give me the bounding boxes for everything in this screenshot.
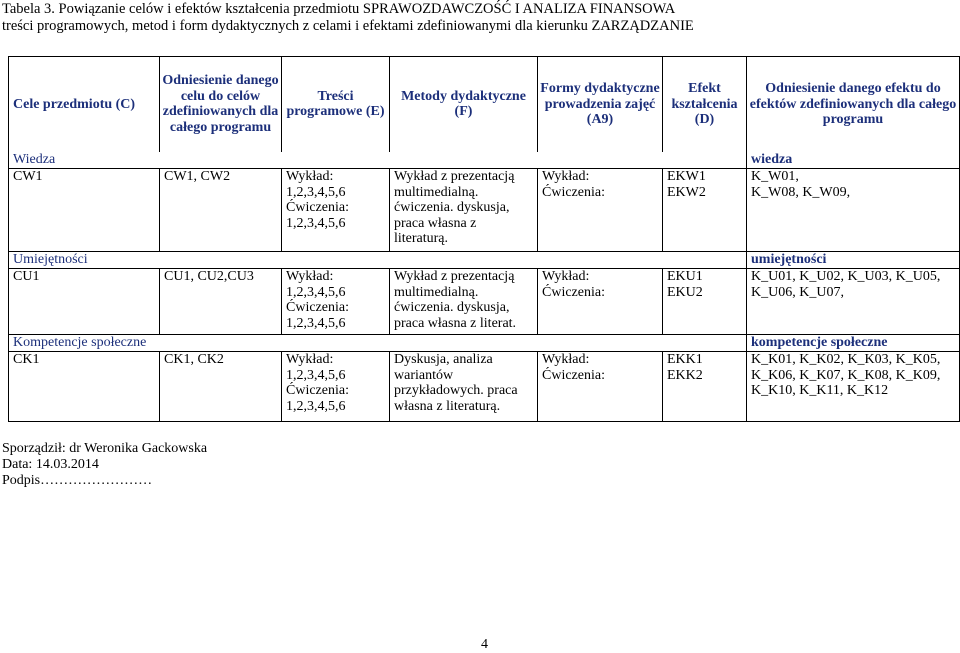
formy-line: Wykład: <box>542 352 590 367</box>
metody-line: ćwiczenia. dyskusja, <box>394 300 510 315</box>
tresci-cell <box>282 352 390 422</box>
formy-cell <box>538 169 663 252</box>
header-tresci-programowe: Treści programowe (E) <box>282 57 390 152</box>
efekt-cell <box>663 269 747 335</box>
odniesienie-efektu-cell <box>747 169 960 252</box>
metody-cell <box>390 169 538 252</box>
metody-line: ćwiczenia. dyskusja, <box>394 200 510 215</box>
metody-line: przykładowych. praca <box>394 383 518 398</box>
tresci-line: Ćwiczenia: <box>286 200 349 215</box>
odniesienie-efektu-line: K_K06, K_K07, K_K08, K_K09, <box>751 367 941 383</box>
tresci-line: 1,2,3,4,5,6 <box>286 284 346 300</box>
metody-line: Wykład z prezentacją <box>394 169 515 184</box>
metody-cell <box>390 269 538 335</box>
section-label-left: Umiejętności <box>9 252 747 269</box>
section-label-right: kompetencje społeczne <box>747 335 960 352</box>
formy-line: Wykład: <box>542 169 590 184</box>
efekt-line: EKU2 <box>667 284 703 300</box>
odniesienie-efektu-line: K_K10, K_K11, K_K12 <box>751 383 889 398</box>
signature: Podpis…………………… <box>2 473 153 488</box>
formy-cell <box>538 352 663 422</box>
document-footer <box>2 441 207 489</box>
efekt-line: EKK2 <box>667 367 703 383</box>
tresci-line: Ćwiczenia: <box>286 300 349 315</box>
metody-line: literaturą. <box>394 231 449 246</box>
page-number: 4 <box>481 637 488 652</box>
cel-cell: CU1 <box>9 269 160 335</box>
odniesienie-efektu-line: K_U06, K_U07, <box>751 284 844 300</box>
metody-line: praca własna z literat. <box>394 315 517 331</box>
section-label-left: Wiedza <box>9 152 747 169</box>
section-row-umiejetnosci <box>9 252 960 269</box>
formy-line: Ćwiczenia: <box>542 284 605 300</box>
odniesienie-cell: CU1, CU2,CU3 <box>160 269 282 335</box>
metody-line: multimedialną. <box>394 284 479 300</box>
metody-line: Dyskusja, analiza <box>394 352 493 367</box>
header-formy-dydaktyczne: Formy dydaktyczne prowadzenia zajęć (A9) <box>538 57 663 152</box>
tresci-line: Wykład: <box>286 352 334 367</box>
efekt-cell <box>663 352 747 422</box>
odniesienie-cell: CK1, CK2 <box>160 352 282 422</box>
tresci-cell <box>282 269 390 335</box>
prepared-by: Sporządził: dr Weronika Gackowska <box>2 441 208 456</box>
efekt-cell <box>663 169 747 252</box>
efekt-line: EKW1 <box>667 169 706 184</box>
odniesienie-cell: CW1, CW2 <box>160 169 282 252</box>
tresci-line: Ćwiczenia: <box>286 383 349 398</box>
formy-cell <box>538 269 663 335</box>
table-row <box>9 269 960 335</box>
metody-line: multimedialną. <box>394 184 479 200</box>
tresci-line: 1,2,3,4,5,6 <box>286 367 346 383</box>
header-odniesienie-efektu: Odniesienie danego efektu do efektów zdefiniowanych dla całego programu <box>747 57 960 152</box>
header-metody-dydaktyczne: Metody dydaktyczne (F) <box>390 57 538 152</box>
table-row <box>9 169 960 252</box>
metody-line: wariantów <box>394 367 454 383</box>
odniesienie-efektu-cell <box>747 269 960 335</box>
formy-line: Ćwiczenia: <box>542 367 605 383</box>
table-row <box>9 352 960 422</box>
cel-cell: CK1 <box>9 352 160 422</box>
table-caption-line-1: Tabela 3. Powiązanie celów i efektów kształcenia przedmiotu SPRAWOZDAWCZOŚĆ I ANALIZA FINANSOWA <box>2 1 676 17</box>
objectives-effects-table <box>8 56 960 422</box>
metody-cell <box>390 352 538 422</box>
header-efekt-ksztalcenia: Efekt kształcenia (D) <box>663 57 747 152</box>
table-caption-line-2: treści programowych, metod i form dydaktycznych z celami i efektami zdefiniowanymi dla kierunku ZARZĄDZANIE <box>2 18 694 34</box>
tresci-line: 1,2,3,4,5,6 <box>286 184 346 200</box>
formy-line: Ćwiczenia: <box>542 184 605 200</box>
efekt-line: EKU1 <box>667 269 703 284</box>
metody-line: praca własna z <box>394 215 477 231</box>
odniesienie-efektu-cell <box>747 352 960 422</box>
tresci-line: Wykład: <box>286 269 334 284</box>
date: Data: 14.03.2014 <box>2 457 99 472</box>
header-cele-przedmiotu: Cele przedmiotu (C) <box>9 57 160 152</box>
efekt-line: EKK1 <box>667 352 703 367</box>
efekt-line: EKW2 <box>667 184 706 200</box>
odniesienie-efektu-line: K_W08, K_W09, <box>751 184 851 200</box>
tresci-line: 1,2,3,4,5,6 <box>286 215 346 231</box>
odniesienie-efektu-line: K_K01, K_K02, K_K03, K_K05, <box>751 352 941 367</box>
odniesienie-efektu-line: K_U01, K_U02, K_U03, K_U05, <box>751 269 941 284</box>
section-row-wiedza <box>9 152 960 169</box>
formy-line: Wykład: <box>542 269 590 284</box>
metody-line: Wykład z prezentacją <box>394 269 515 284</box>
section-row-kompetencje <box>9 335 960 352</box>
header-odniesienie-celu: Odniesienie danego celu do celów zdefiniowanych dla całego programu <box>160 57 282 152</box>
tresci-line: 1,2,3,4,5,6 <box>286 315 346 331</box>
odniesienie-efektu-line: K_W01, <box>751 169 799 184</box>
cel-cell: CW1 <box>9 169 160 252</box>
table-header-row <box>9 57 960 152</box>
tresci-cell <box>282 169 390 252</box>
tresci-line: 1,2,3,4,5,6 <box>286 398 346 414</box>
metody-line: własna z literaturą. <box>394 398 501 414</box>
tresci-line: Wykład: <box>286 169 334 184</box>
section-label-left: Kompetencje społeczne <box>9 335 747 352</box>
section-label-right: wiedza <box>747 152 960 169</box>
section-label-right: umiejętności <box>747 252 960 269</box>
